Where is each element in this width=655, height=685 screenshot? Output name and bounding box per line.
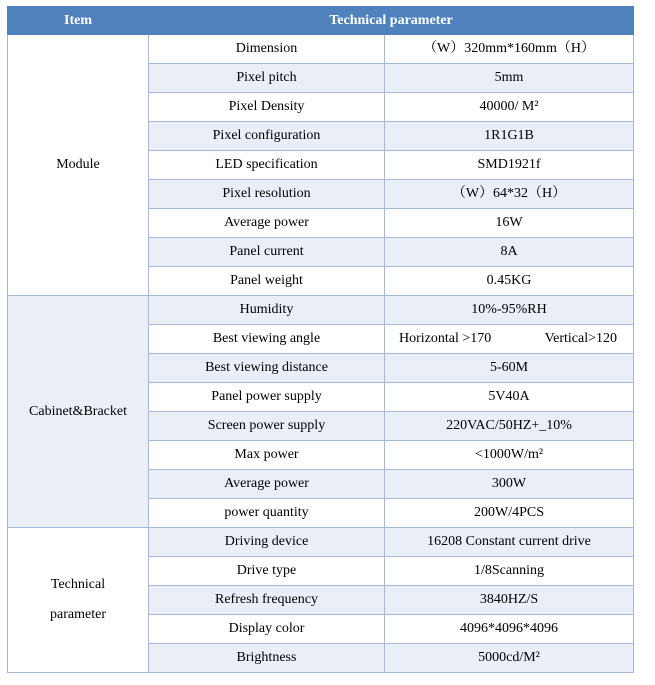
header-row — [8, 7, 634, 35]
row-label: Average power — [149, 470, 385, 499]
row-label: LED specification — [149, 151, 385, 180]
row-label: Panel weight — [149, 267, 385, 296]
spec-table — [7, 6, 634, 673]
table-row — [8, 528, 634, 557]
row-label: power quantity — [149, 499, 385, 528]
group-name-line2: parameter — [50, 607, 106, 622]
row-label: Dimension — [149, 35, 385, 64]
group-module: Module — [8, 35, 149, 296]
row-label: Panel power supply — [149, 383, 385, 412]
row-label: Best viewing distance — [149, 354, 385, 383]
row-value: 5-60M — [385, 354, 634, 383]
row-value: 16208 Constant current drive — [385, 528, 634, 557]
row-label: Screen power supply — [149, 412, 385, 441]
group-technical-parameter — [8, 528, 149, 673]
viewing-angle-horizontal: Horizontal >170 — [399, 331, 492, 346]
row-value: 300W — [385, 470, 634, 499]
row-label: Max power — [149, 441, 385, 470]
row-label: Pixel configuration — [149, 122, 385, 151]
row-value: （W）64*32（H） — [385, 180, 634, 209]
row-label: Display color — [149, 615, 385, 644]
row-value: 5mm — [385, 64, 634, 93]
row-value: 5V40A — [385, 383, 634, 412]
row-label: Panel current — [149, 238, 385, 267]
header-technical-parameter: Technical parameter — [149, 7, 634, 35]
row-value — [385, 325, 634, 354]
row-value: <1000W/m² — [385, 441, 634, 470]
table-row — [8, 296, 634, 325]
row-value: 10%-95%RH — [385, 296, 634, 325]
row-label: Pixel pitch — [149, 64, 385, 93]
row-label: Brightness — [149, 644, 385, 673]
row-value: 200W/4PCS — [385, 499, 634, 528]
row-value: 5000cd/M² — [385, 644, 634, 673]
row-label: Humidity — [149, 296, 385, 325]
row-label: Driving device — [149, 528, 385, 557]
group-cabinet-bracket: Cabinet&Bracket — [8, 296, 149, 528]
row-value: 1R1G1B — [385, 122, 634, 151]
row-label: Best viewing angle — [149, 325, 385, 354]
row-value: （W）320mm*160mm（H） — [385, 35, 634, 64]
row-label: Drive type — [149, 557, 385, 586]
row-value: 1/8Scanning — [385, 557, 634, 586]
row-label: Average power — [149, 209, 385, 238]
group-name-line1: Technical — [50, 577, 106, 592]
row-value: SMD1921f — [385, 151, 634, 180]
row-value: 220VAC/50HZ+_10% — [385, 412, 634, 441]
row-value: 3840HZ/S — [385, 586, 634, 615]
row-value: 40000/ M² — [385, 93, 634, 122]
table-row — [8, 35, 634, 64]
row-label: Pixel resolution — [149, 180, 385, 209]
row-label: Refresh frequency — [149, 586, 385, 615]
row-value: 4096*4096*4096 — [385, 615, 634, 644]
row-label: Pixel Density — [149, 93, 385, 122]
header-item: Item — [8, 7, 149, 35]
row-value: 16W — [385, 209, 634, 238]
viewing-angle-vertical: Vertical>120 — [544, 331, 618, 346]
row-value: 8A — [385, 238, 634, 267]
row-value: 0.45KG — [385, 267, 634, 296]
